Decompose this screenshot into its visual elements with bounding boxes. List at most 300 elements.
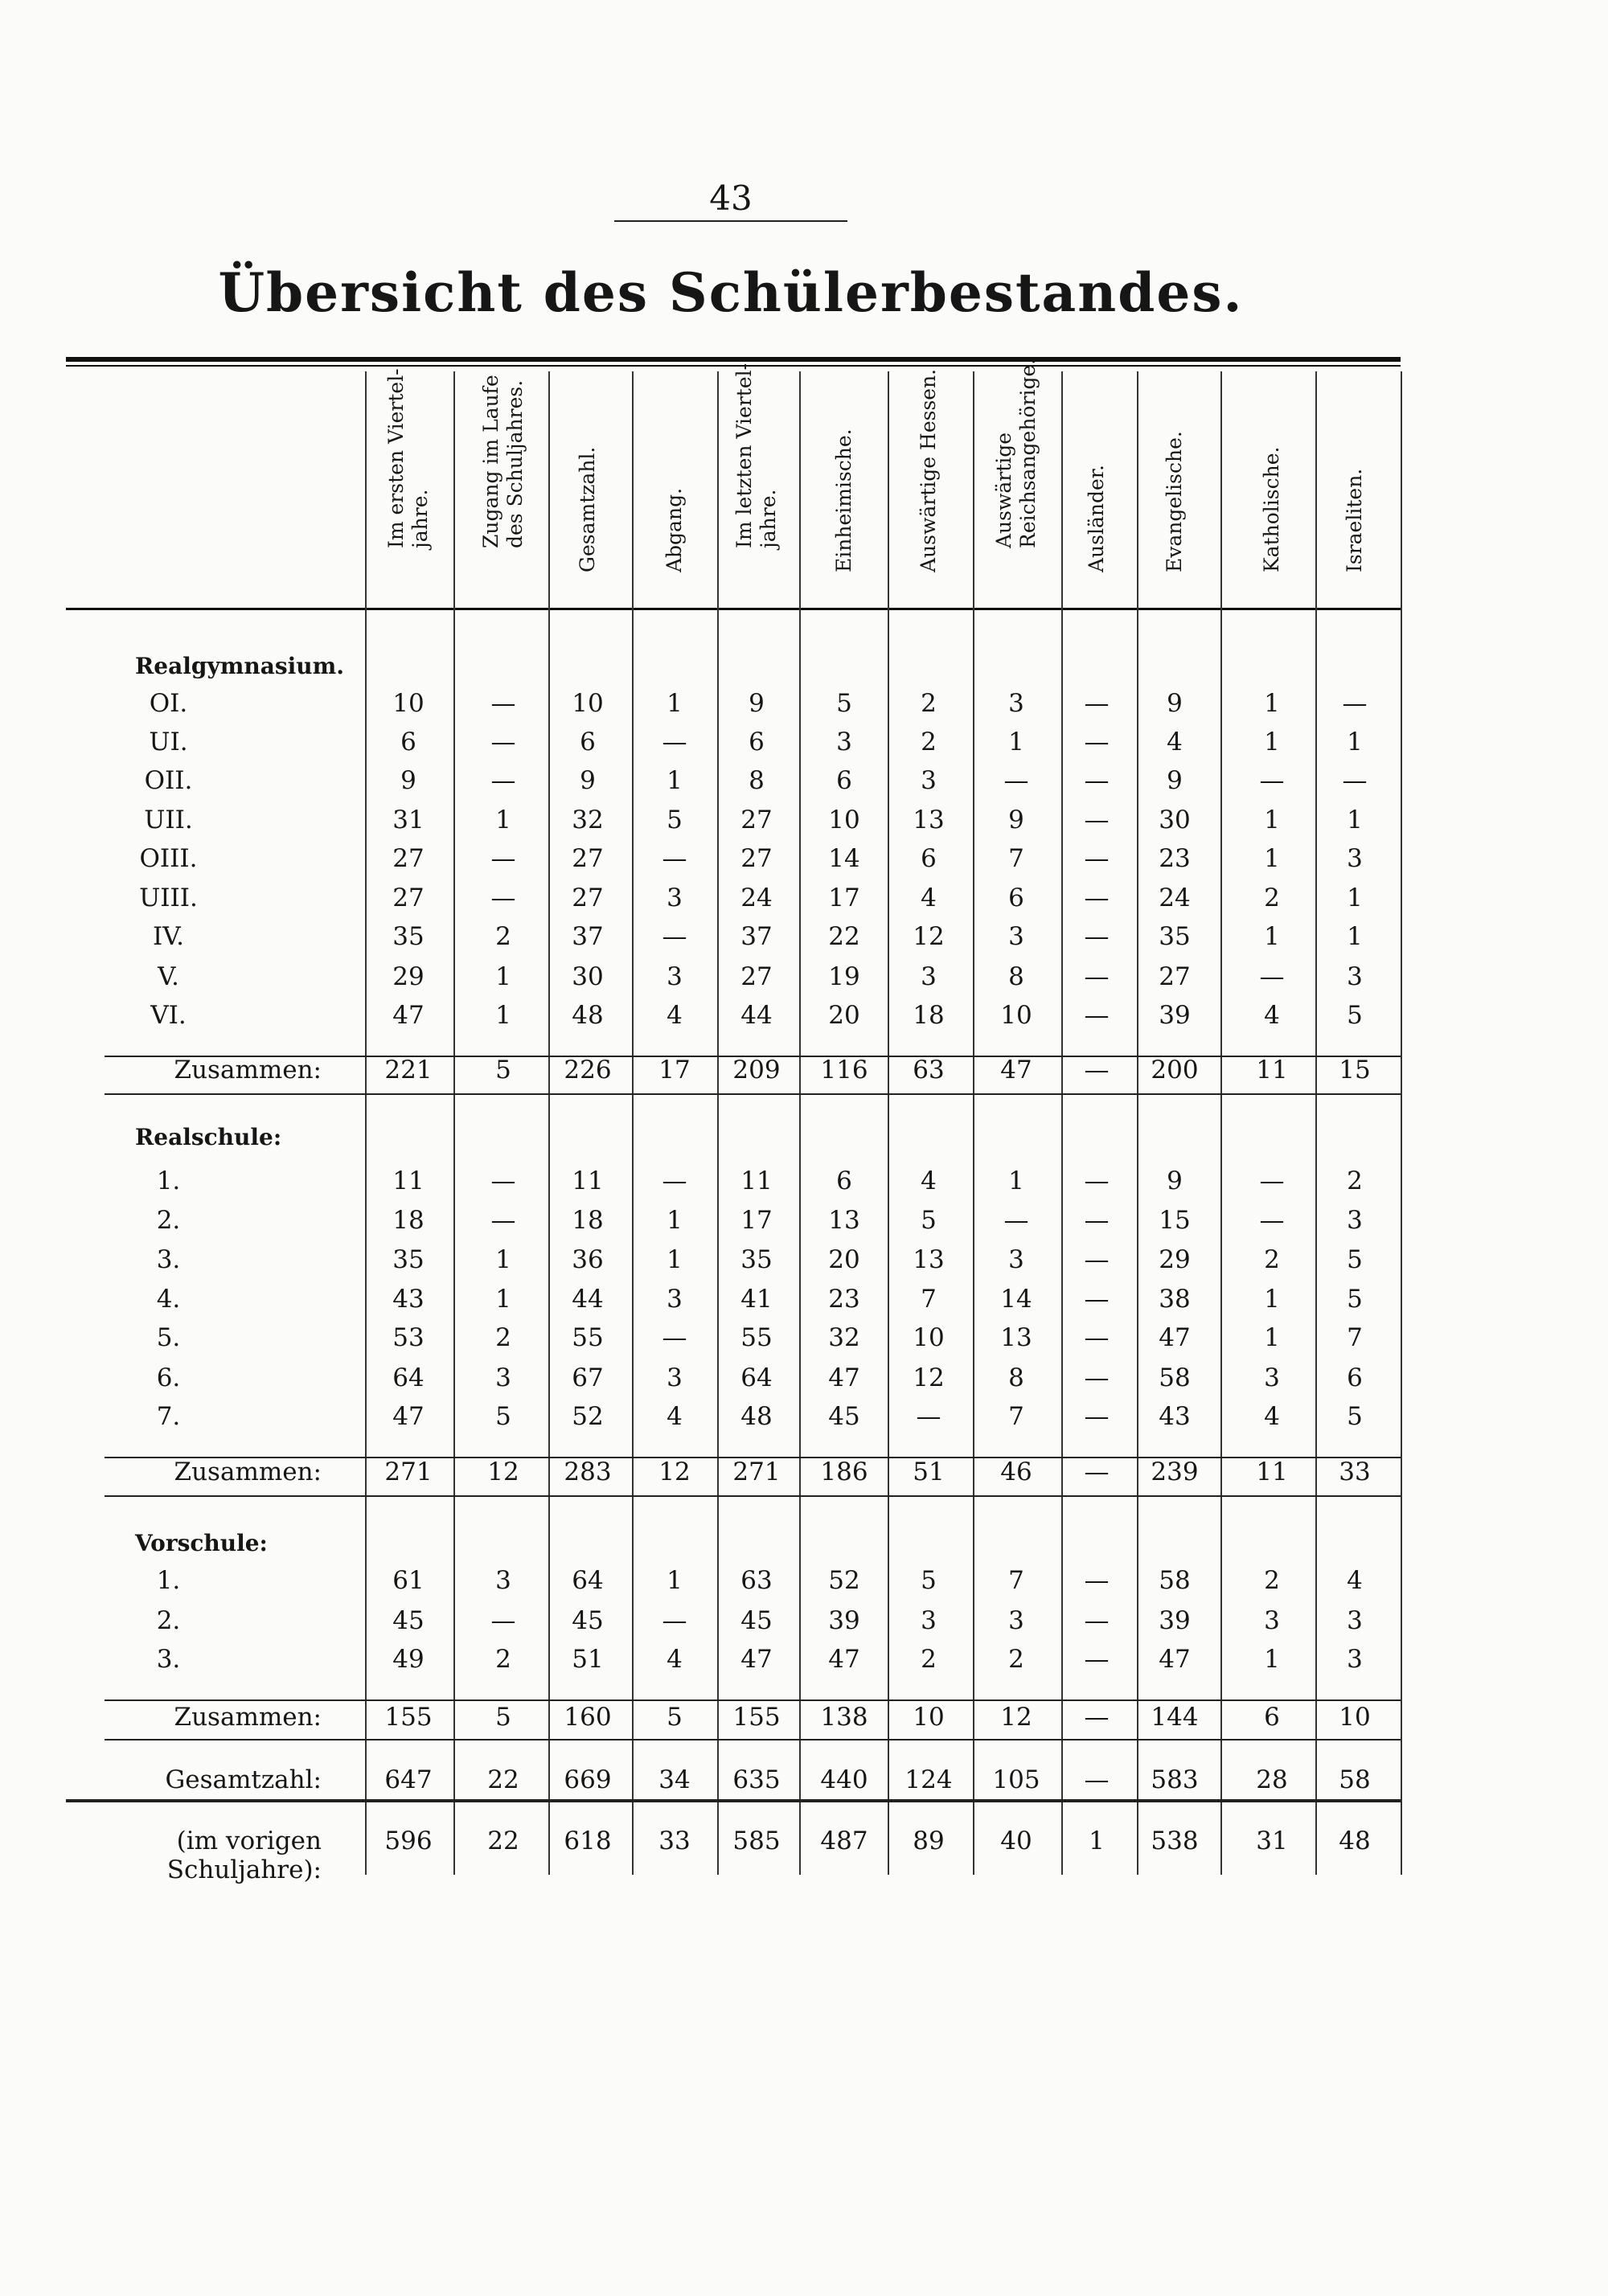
table-cell: 596 [384,1827,433,1855]
table-cell: 5 [667,806,683,834]
table-cell: 31 [392,806,425,834]
table-cell: 10 [1000,1001,1032,1030]
table-cell: 6 [1347,1363,1363,1392]
table-cell: 6 [580,728,596,756]
column-divider [973,371,974,1875]
column-header [461,360,545,603]
table-cell: 33 [1339,1458,1371,1486]
table-cell: 3 [667,1285,683,1314]
table-cell: 1 [1008,1166,1024,1195]
table-cell: 11 [572,1166,604,1195]
section-end-rule [105,1093,1401,1095]
table-cell: 1 [1347,922,1363,951]
column-header-label: Gesamtzahl. [576,446,599,572]
table-cell: 669 [564,1765,612,1794]
table-cell: 63 [740,1566,773,1595]
table-cell: 5 [1347,1285,1363,1314]
table-cell: 47 [1159,1323,1191,1352]
table-cell: — [1084,1206,1110,1235]
table-cell: 155 [732,1703,781,1732]
table-cell: 283 [564,1458,612,1486]
table-cell: 10 [392,689,425,718]
table-cell: 7 [921,1285,937,1314]
table-cell: 47 [1000,1056,1032,1084]
table-cell: 8 [1008,962,1024,991]
column-header [546,360,630,603]
table-cell: 5 [921,1206,937,1235]
table-cell: 9 [400,766,416,795]
table-cell: 4 [1264,1001,1280,1030]
table-cell: 13 [828,1206,860,1235]
table-cell: 1 [495,806,511,834]
table-cell: 27 [740,962,773,991]
table-cell: 27 [572,844,604,873]
table-cell: 22 [828,922,860,951]
table-cell: — [490,884,516,912]
table-cell: 15 [1159,1206,1191,1235]
table-cell: 3 [1347,1606,1363,1635]
table-cell: 5 [495,1703,511,1732]
subtotal-row-label: Zusammen: [174,1703,322,1732]
table-cell: 33 [658,1827,691,1855]
table-cell: — [490,1166,516,1195]
table-cell: 6 [1264,1703,1280,1732]
table-cell: — [662,1323,687,1352]
table-cell: 35 [392,922,425,951]
table-cell: 440 [820,1765,868,1794]
table-cell: 22 [487,1827,519,1855]
table-cell: 48 [572,1001,604,1030]
table-cell: 27 [740,806,773,834]
table-cell: — [1084,1458,1110,1486]
table-cell: 9 [1167,766,1183,795]
table-cell: 19 [828,962,860,991]
column-header-label: Katholische. [1260,446,1283,572]
column-header [715,360,798,603]
subtotal-row-label: Zusammen: [174,1056,322,1084]
column-divider [453,371,455,1875]
table-cell: 3 [921,766,937,795]
table-cell: 10 [572,689,604,718]
table-cell: — [1084,728,1110,756]
table-cell: — [1342,766,1368,795]
table-row-label: 1. [156,1566,181,1595]
table-cell: 3 [1008,1245,1024,1274]
table-row-label: 5. [156,1323,181,1352]
previous-year-row-label: (im vorigen Schuljahre): [166,1827,322,1884]
table-cell: 28 [1256,1765,1288,1794]
table-cell: — [1084,1606,1110,1635]
table-cell: 7 [1347,1323,1363,1352]
table-cell: 5 [921,1566,937,1595]
column-header [1133,360,1216,603]
table-cell: 29 [1159,1245,1191,1274]
table-cell: 17 [828,884,860,912]
table-cell: 30 [1159,806,1191,834]
table-row-label: OIII. [139,844,198,873]
table-cell: — [662,922,687,951]
table-cell: 5 [836,689,852,718]
table-cell: 24 [740,884,773,912]
table-cell: 618 [564,1827,612,1855]
table-cell: — [1084,922,1110,951]
table-cell: — [1084,1765,1110,1794]
table-cell: — [1084,1363,1110,1392]
table-cell: 3 [667,962,683,991]
table-row-label: 2. [156,1606,181,1635]
table-cell: 585 [732,1827,781,1855]
table-cell: 2 [1008,1645,1024,1674]
table-cell: 2 [921,1645,937,1674]
column-header-label: Abgang. [662,487,686,572]
table-cell: 3 [1008,689,1024,718]
table-cell: — [1084,1645,1110,1674]
table-row-label: 3. [156,1645,181,1674]
table-cell: 9 [580,766,596,795]
column-header-label: Evangelische. [1163,431,1186,572]
table-row-label: VI. [150,1001,187,1030]
table-cell: 13 [913,1245,945,1274]
table-cell: 38 [1159,1285,1191,1314]
table-cell: 27 [572,884,604,912]
table-cell: 12 [913,922,945,951]
section-heading: Realschule: [135,1124,282,1150]
table-cell: 144 [1151,1703,1199,1732]
table-cell: 35 [740,1245,773,1274]
table-cell: 13 [1000,1323,1032,1352]
table-cell: 47 [392,1402,425,1431]
header-rule [66,608,1401,610]
table-cell: 3 [1264,1606,1280,1635]
table-cell: 58 [1159,1566,1191,1595]
table-cell: 2 [495,1645,511,1674]
table-cell: 538 [1151,1827,1199,1855]
table-cell: — [490,766,516,795]
column-header-label: Auswärtige Hessen. [917,368,940,572]
subtotal-row-label: Zusammen: [174,1458,322,1486]
table-cell: 2 [1264,1245,1280,1274]
table-cell: 1 [667,766,683,795]
table-cell: 7 [1008,1566,1024,1595]
table-row-label: UI. [149,728,188,756]
column-divider [1220,371,1222,1875]
table-cell: 45 [572,1606,604,1635]
table-cell: 39 [1159,1001,1191,1030]
table-cell: 1 [1264,1645,1280,1674]
table-row-label: 3. [156,1245,181,1274]
column-header-label: Auswärtige Reichsangehörige. [992,358,1040,548]
section-heading: Vorschule: [135,1530,268,1556]
table-cell: 1 [667,689,683,718]
table-cell: 487 [820,1827,868,1855]
table-cell: — [662,1606,687,1635]
table-cell: 39 [1159,1606,1191,1635]
table-cell: 5 [1347,1001,1363,1030]
table-cell: — [490,844,516,873]
table-cell: — [490,1206,516,1235]
column-header-label: Israeliten. [1343,468,1366,572]
table-cell: 67 [572,1363,604,1392]
table-cell: 3 [1347,1206,1363,1235]
table-cell: 10 [913,1703,945,1732]
table-cell: 7 [1008,1402,1024,1431]
column-header-label: Einheimische. [832,428,855,572]
table-cell: 2 [921,689,937,718]
table-cell: 27 [392,884,425,912]
table-cell: 11 [392,1166,425,1195]
table-cell: 1 [1264,844,1280,873]
table-cell: 49 [392,1645,425,1674]
table-cell: 6 [836,766,852,795]
table-cell: 3 [495,1566,511,1595]
table-cell: 10 [913,1323,945,1352]
table-cell: — [1084,1285,1110,1314]
table-cell: — [662,844,687,873]
table-cell: 3 [836,728,852,756]
table-cell: 55 [572,1323,604,1352]
table-cell: 1 [1264,689,1280,718]
table-cell: 8 [749,766,765,795]
column-header [1313,360,1397,603]
table-cell: 41 [740,1285,773,1314]
table-cell: 4 [1167,728,1183,756]
table-cell: 1 [1264,728,1280,756]
column-divider [632,371,634,1875]
table-cell: 6 [921,844,937,873]
table-cell: 1 [495,1285,511,1314]
table-cell: 47 [740,1645,773,1674]
table-cell: 14 [1000,1285,1032,1314]
table-cell: 5 [1347,1245,1363,1274]
table-cell: 1 [495,1001,511,1030]
table-cell: 6 [400,728,416,756]
column-header-label: Ausländer. [1085,465,1108,572]
table-cell: — [1084,1402,1110,1431]
table-cell: 1 [495,962,511,991]
table-cell: 17 [740,1206,773,1235]
table-row-label: V. [158,962,179,991]
table-cell: 47 [828,1645,860,1674]
table-row-label: 7. [156,1402,181,1431]
table-cell: 64 [392,1363,425,1392]
table-cell: 239 [1151,1458,1199,1486]
table-cell: — [490,689,516,718]
table-cell: 52 [828,1566,860,1595]
table-cell: 4 [667,1645,683,1674]
table-cell: 3 [921,962,937,991]
table-cell: 583 [1151,1765,1199,1794]
table-cell: 32 [828,1323,860,1352]
table-cell: 47 [828,1363,860,1392]
column-header [367,360,450,603]
table-cell: 155 [384,1703,433,1732]
grand-total-rule [66,1799,1401,1802]
table-cell: 43 [1159,1402,1191,1431]
table-cell: 5 [495,1402,511,1431]
column-header-label: Im letzten Viertel- jahre. [732,363,780,548]
table-cell: 30 [572,962,604,991]
table-cell: 10 [1339,1703,1371,1732]
table-cell: 29 [392,962,425,991]
table-cell: 9 [749,689,765,718]
table-cell: 2 [495,922,511,951]
page-number: 43 [709,178,753,218]
table-cell: 37 [740,922,773,951]
column-divider [799,371,801,1875]
column-header-label: Im ersten Viertel- jahre. [384,368,432,548]
table-cell: 1 [667,1245,683,1274]
table-cell: 2 [1347,1166,1363,1195]
table-cell: 15 [1339,1056,1371,1084]
table-cell: 12 [487,1458,519,1486]
table-cell: 24 [1159,884,1191,912]
table-cell: — [916,1402,941,1431]
table-cell: 22 [487,1765,519,1794]
table-cell: 36 [572,1245,604,1274]
table-cell: 45 [392,1606,425,1635]
table-cell: 186 [820,1458,868,1486]
column-header [1055,360,1138,603]
table-row-label: UII. [144,806,193,834]
table-cell: 27 [392,844,425,873]
table-cell: 48 [1339,1827,1371,1855]
table-row-label: 4. [156,1285,181,1314]
table-cell: 124 [904,1765,953,1794]
table-cell: 221 [384,1056,433,1084]
table-cell: 6 [836,1166,852,1195]
table-cell: — [1084,806,1110,834]
table-cell: 3 [667,884,683,912]
column-header [802,360,886,603]
table-cell: 35 [392,1245,425,1274]
column-header-label: Zugang im Laufe des Schuljahres. [479,375,527,548]
table-cell: 1 [667,1206,683,1235]
table-row-label: UIII. [139,884,198,912]
table-cell: 23 [1159,844,1191,873]
table-cell: 58 [1339,1765,1371,1794]
table-cell: 9 [1167,689,1183,718]
table-cell: 20 [828,1245,860,1274]
table-cell: 226 [564,1056,612,1084]
table-cell: 1 [1008,728,1024,756]
table-row-label: IV. [152,922,185,951]
table-cell: 45 [828,1402,860,1431]
table-cell: 14 [828,844,860,873]
table-cell: 64 [740,1363,773,1392]
table-cell: 3 [495,1363,511,1392]
column-header [633,360,716,603]
section-heading: Realgymnasium. [135,653,344,679]
table-cell: 52 [572,1402,604,1431]
table-cell: 13 [913,806,945,834]
table-cell: 1 [1264,806,1280,834]
table-cell: — [1084,1056,1110,1084]
table-cell: — [1084,844,1110,873]
table-cell: 37 [572,922,604,951]
table-cell: 27 [740,844,773,873]
table-cell: 3 [1008,1606,1024,1635]
table-cell: 63 [913,1056,945,1084]
table-cell: 48 [740,1402,773,1431]
table-cell: 47 [1159,1645,1191,1674]
table-row-label: 1. [156,1166,181,1195]
table-cell: 10 [828,806,860,834]
table-cell: 5 [667,1703,683,1732]
table-cell: 43 [392,1285,425,1314]
table-cell: 3 [667,1363,683,1392]
table-cell: 209 [732,1056,781,1084]
table-cell: — [1084,1323,1110,1352]
table-cell: 23 [828,1285,860,1314]
table-cell: 27 [1159,962,1191,991]
table-cell: — [662,1166,687,1195]
table-cell: — [490,1606,516,1635]
table-cell: — [1003,1206,1029,1235]
page-number-rule [614,220,847,222]
table-cell: 6 [1008,884,1024,912]
table-cell: 4 [1347,1566,1363,1595]
table-cell: 53 [392,1323,425,1352]
table-cell: 12 [1000,1703,1032,1732]
table-cell: — [1084,962,1110,991]
table-cell: 4 [921,884,937,912]
table-cell: 1 [1347,884,1363,912]
table-cell: 18 [392,1206,425,1235]
table-cell: 3 [1347,844,1363,873]
table-cell: 11 [1256,1458,1288,1486]
table-cell: — [1084,1245,1110,1274]
table-cell: 51 [913,1458,945,1486]
table-cell: 4 [1264,1402,1280,1431]
table-cell: 11 [740,1166,773,1195]
table-cell: — [1084,1166,1110,1195]
table-cell: 9 [1167,1166,1183,1195]
table-cell: — [1259,766,1285,795]
table-cell: — [1084,689,1110,718]
table-cell: 4 [921,1166,937,1195]
table-cell: 1 [1264,1323,1280,1352]
page-title: Übersicht des Schülerbestandes. [218,261,1244,324]
table-cell: 138 [820,1703,868,1732]
table-cell: 46 [1000,1458,1032,1486]
table-cell: 7 [1008,844,1024,873]
table-cell: 1 [1264,922,1280,951]
table-cell: 635 [732,1765,781,1794]
column-divider [365,371,367,1875]
table-cell: — [1084,884,1110,912]
table-cell: 1 [667,1566,683,1595]
table-cell: 200 [1151,1056,1199,1084]
section-end-rule [105,1739,1401,1740]
table-cell: 31 [1256,1827,1288,1855]
table-cell: 2 [1264,884,1280,912]
table-cell: 4 [667,1001,683,1030]
table-cell: 6 [749,728,765,756]
table-cell: 4 [667,1402,683,1431]
table-cell: 51 [572,1645,604,1674]
table-cell: 34 [658,1765,691,1794]
table-row-label: 2. [156,1206,181,1235]
table-cell: 39 [828,1606,860,1635]
table-cell: 160 [564,1703,612,1732]
table-cell: 18 [913,1001,945,1030]
table-cell: — [1003,766,1029,795]
table-cell: 2 [495,1323,511,1352]
table-cell: 1 [1264,1285,1280,1314]
table-cell: 3 [1347,962,1363,991]
table-cell: 9 [1008,806,1024,834]
table-cell: 35 [1159,922,1191,951]
